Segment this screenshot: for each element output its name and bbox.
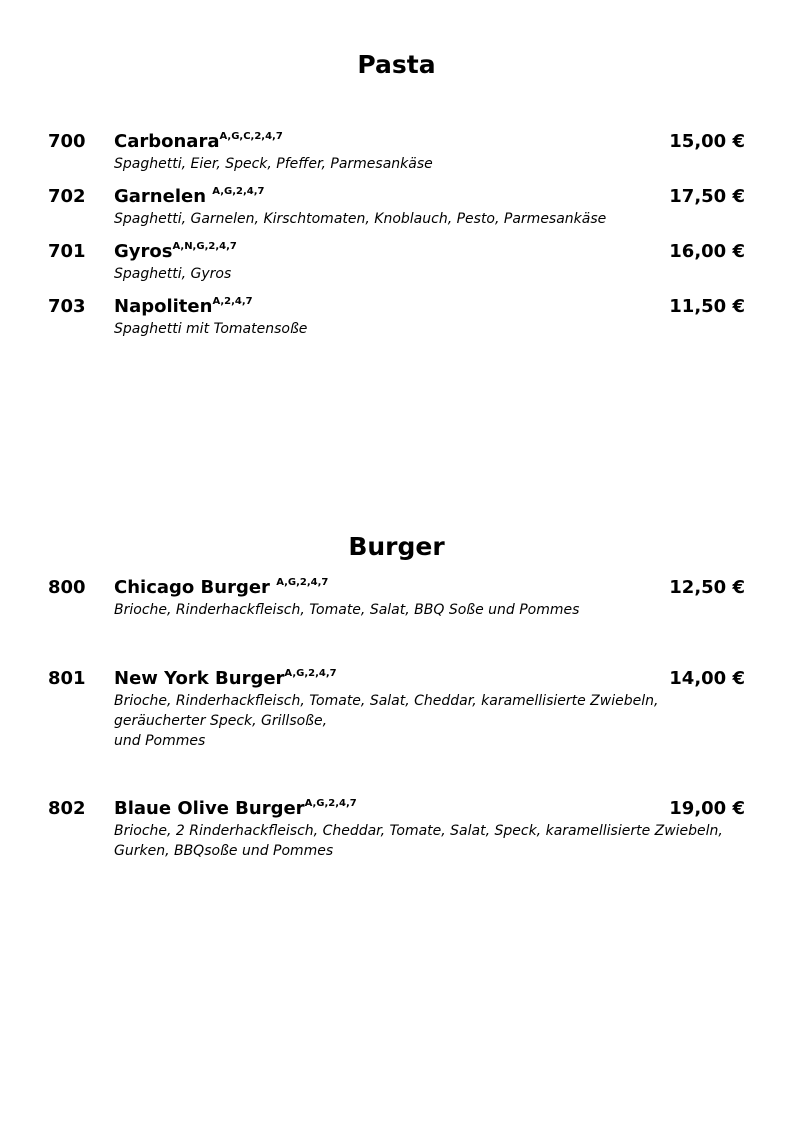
item-number: 702 xyxy=(48,186,86,207)
item-price: 11,50 € xyxy=(669,296,745,317)
allergen-codes: A,2,4,7 xyxy=(212,296,253,307)
description-line: geräucherter Speck, Grillsoße, xyxy=(114,713,328,729)
allergen-codes: A,G,2,4,7 xyxy=(276,577,329,588)
section-title-pasta: Pasta xyxy=(357,50,436,79)
item-name: Gyros$^{A,N,G,2,4,7}$ xyxy=(114,241,237,262)
item-description: Brioche, Rinderhackfleisch, Tomate, Salat, BBQ Soße und Pommes xyxy=(114,602,580,618)
item-name: Carbonara$^{A,G,C,2,4,7}$ xyxy=(114,131,283,152)
item-description: Spaghetti, Eier, Speck, Pfeffer, Parmesankäse xyxy=(114,156,433,172)
item-price: 16,00 € xyxy=(669,241,745,262)
item-name: New York Burger$^{A,G,2,4,7}$ xyxy=(114,668,337,689)
description-line: Brioche, 2 Rinderhackfleisch, Cheddar, Tomate, Salat, Speck, karamellisierte Zwiebeln, xyxy=(114,823,723,839)
item-description xyxy=(114,821,754,861)
item-number: 800 xyxy=(48,577,86,598)
item-price: 19,00 € xyxy=(669,798,745,819)
description-line: und Pommes xyxy=(114,733,206,749)
item-price: 17,50 € xyxy=(669,186,745,207)
item-description: Spaghetti, Gyros xyxy=(114,266,232,282)
item-number: 802 xyxy=(48,798,86,819)
item-price: 14,00 € xyxy=(669,668,745,689)
allergen-codes: A,G,2,4,7 xyxy=(212,186,265,197)
item-price: 12,50 € xyxy=(669,577,745,598)
allergen-codes: A,N,G,2,4,7 xyxy=(172,241,237,252)
item-name: Garnelen $^{A,G,2,4,7}$ xyxy=(114,186,265,207)
item-number: 701 xyxy=(48,241,86,262)
item-description: Spaghetti, Garnelen, Kirschtomaten, Knoblauch, Pesto, Parmesankäse xyxy=(114,211,607,227)
item-description: Spaghetti mit Tomatensoße xyxy=(114,321,308,337)
section-title-burger: Burger xyxy=(348,532,445,561)
item-name: Chicago Burger $^{A,G,2,4,7}$ xyxy=(114,577,329,598)
allergen-codes: A,G,2,4,7 xyxy=(284,668,337,679)
item-name: Blaue Olive Burger$^{A,G,2,4,7}$ xyxy=(114,798,357,819)
allergen-codes: A,G,2,4,7 xyxy=(304,798,357,809)
description-line: Gurken, BBQsoße und Pommes xyxy=(114,843,334,859)
item-description xyxy=(114,691,744,751)
item-number: 801 xyxy=(48,668,86,689)
description-line: Brioche, Rinderhackfleisch, Tomate, Salat, Cheddar, karamellisierte Zwiebeln, xyxy=(114,693,659,709)
item-name: Napoliten$^{A,2,4,7}$ xyxy=(114,296,253,317)
item-price: 15,00 € xyxy=(669,131,745,152)
allergen-codes: A,G,C,2,4,7 xyxy=(219,131,283,142)
item-number: 700 xyxy=(48,131,86,152)
item-number: 703 xyxy=(48,296,86,317)
